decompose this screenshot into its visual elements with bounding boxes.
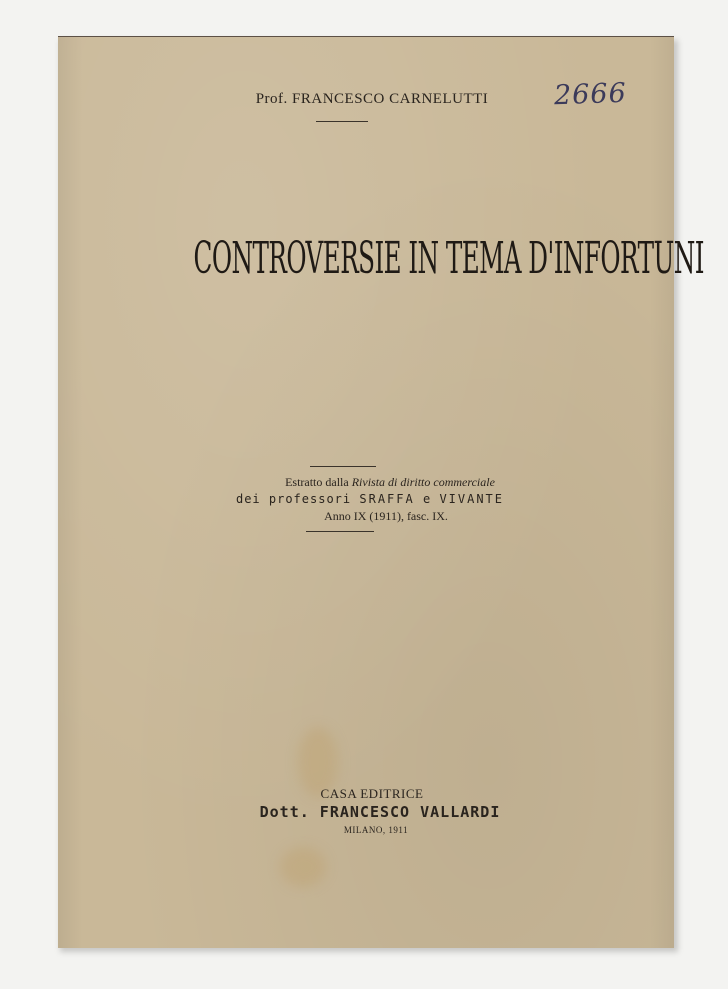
extract-bottom-rule (306, 531, 374, 532)
extract-source (58, 475, 698, 490)
pamphlet-cover (58, 36, 704, 948)
editors-conjunction: e (422, 492, 432, 506)
issue-info: Anno IX (1911), fasc. IX. (324, 509, 448, 523)
publication-place-year: MILANO, 1911 (343, 825, 409, 835)
handwritten-catalog-number: 2666 (553, 77, 628, 112)
extract-prefix: Estratto dalla (285, 475, 349, 489)
editor-vivante: VIVANTE (439, 492, 505, 506)
author-divider (316, 121, 368, 122)
age-stain (280, 847, 326, 887)
editors-prefix: dei professori (235, 492, 352, 506)
author-name: Prof. FRANCESCO CARNELUTTI (255, 91, 489, 107)
extract-top-rule (310, 466, 376, 467)
journal-editors (58, 492, 678, 506)
journal-title: Rivista di diritto commerciale (351, 475, 495, 489)
pamphlet-title: CONTROVERSIE IN TEMA D'INFORTUNI (193, 233, 704, 284)
editor-sraffa: SRAFFA (359, 492, 415, 506)
publisher-name: Dott. FRANCESCO VALLARDI (259, 803, 501, 821)
publisher-house: CASA EDITRICE (320, 786, 424, 801)
